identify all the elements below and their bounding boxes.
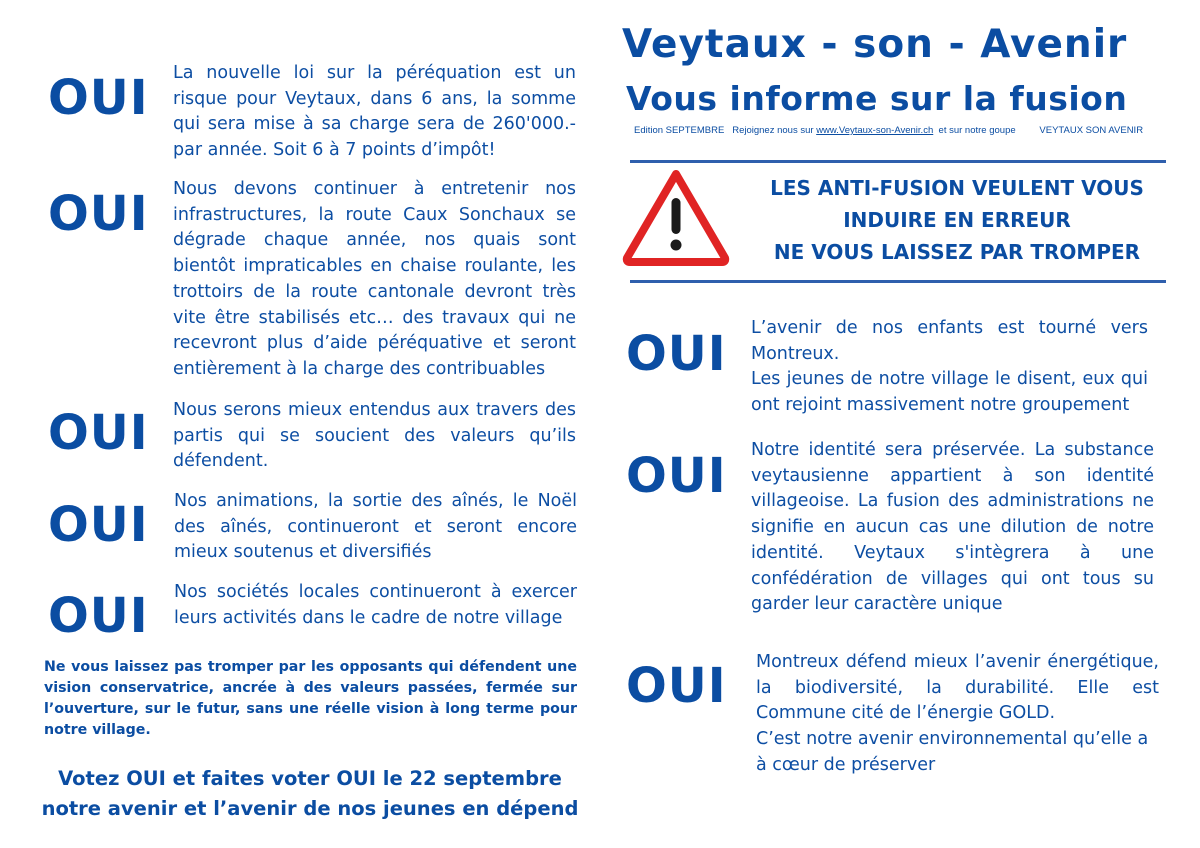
join-prefix: Rejoignez nous sur [732,125,814,136]
group-name: VEYTAUX SON AVENIR [1039,125,1144,136]
warning-line-2: INDUIRE EN ERREUR [843,208,1071,232]
oui-label-6: OUI [626,326,727,382]
right-paragraph-1-a: L’avenir de nos enfants est tourné vers Montreux. [751,318,1148,364]
left-paragraph-1: La nouvelle loi sur la péréquation est un risque pour Veytaux, dans 6 ans, la somme qui sera mise à sa charge sera de 260'000.- par année. Soit 6 à 7 points d’impôt! [173,63,576,161]
oui-label-2: OUI [48,186,149,242]
divider-top [630,160,1166,163]
left-paragraph-4: Nos animations, la sortie des aînés, le Noël des aînés, continueront et seront encore mieux soutenus et diversifiés [174,491,577,563]
oui-label-1: OUI [48,70,149,126]
join-suffix: et sur notre goupe [938,125,1016,136]
edition-line [634,125,1174,137]
oui-label-7: OUI [626,448,727,504]
right-paragraph-1-b: Les jeunes de notre village le disent, eux qui ont rejoint massivement notre groupement [751,369,1148,416]
right-paragraph-3-b: C’est notre avenir environnemental qu’elle a à cœur de préserver [756,729,1149,775]
oui-label-4: OUI [48,497,149,553]
vote-call [40,764,580,824]
warning-line-1: LES ANTI-FUSION VEULENT VOUS [770,176,1144,200]
page-title: Veytaux - son - Avenir [622,22,1128,67]
oui-label-8: OUI [626,658,727,714]
right-paragraph-3-a: Montreux défend mieux l’avenir énergétique, la biodiversité, la durabilité. Elle est Commune cité de l’énergie GOLD. [756,652,1159,724]
right-paragraph-1 [751,316,1148,419]
right-paragraph-2-a: Notre identité sera préservée. La substance veytausienne appartient à son identité villageoise. La fusion des administrations ne signifie en aucun cas une dilution de notre identité. Veytaux s'intègrera à une confédération de villages qui ont tous su garder leur caractère unique [751,440,1154,615]
warning-triangle-icon [622,168,730,266]
page-subtitle: Vous informe sur la fusion [626,79,1128,118]
oui-label-3: OUI [48,405,149,461]
left-paragraph-3: Nous serons mieux entendus aux travers des partis qui se soucient des valeurs qu’ils défendent. [173,400,576,472]
right-paragraph-2 [751,438,1154,618]
website-link[interactable]: www.Veytaux-son-Avenir.ch [816,125,934,136]
right-paragraph-3 [756,650,1159,779]
left-paragraph-5: Nos sociétés locales continueront à exercer leurs activités dans le cadre de notre village [174,582,577,628]
warning-line-3: NE VOUS LAISSEZ PAR TROMPER [773,240,1141,264]
opponents-note: Ne vous laissez pas tromper par les opposants qui défendent une vision conservatrice, ancrée à des valeurs passées, fermée sur l’ouverture, sur le futur, sans une réelle vision à long terme pour notre village. [44,659,577,738]
oui-label-5: OUI [48,588,149,644]
vote-line-2: notre avenir et l’avenir de nos jeunes en dépend [41,797,579,820]
vote-line-1: Votez OUI et faites voter OUI le 22 septembre [58,767,562,790]
warning-message [752,172,1162,268]
left-paragraph-2: Nous devons continuer à entretenir nos infrastructures, la route Caux Sonchaux se dégrade chaque année, nos quais sont bientôt impraticables en chaise roulante, les trottoirs de la route cantonale devront très vite être stabilisés etc… des travaux qui ne recevront plus d’aide péréquative et seront entièrement à la charge des contribuables [173,179,576,379]
edition-label: Edition SEPTEMBRE [634,125,725,136]
divider-bottom [630,280,1166,283]
